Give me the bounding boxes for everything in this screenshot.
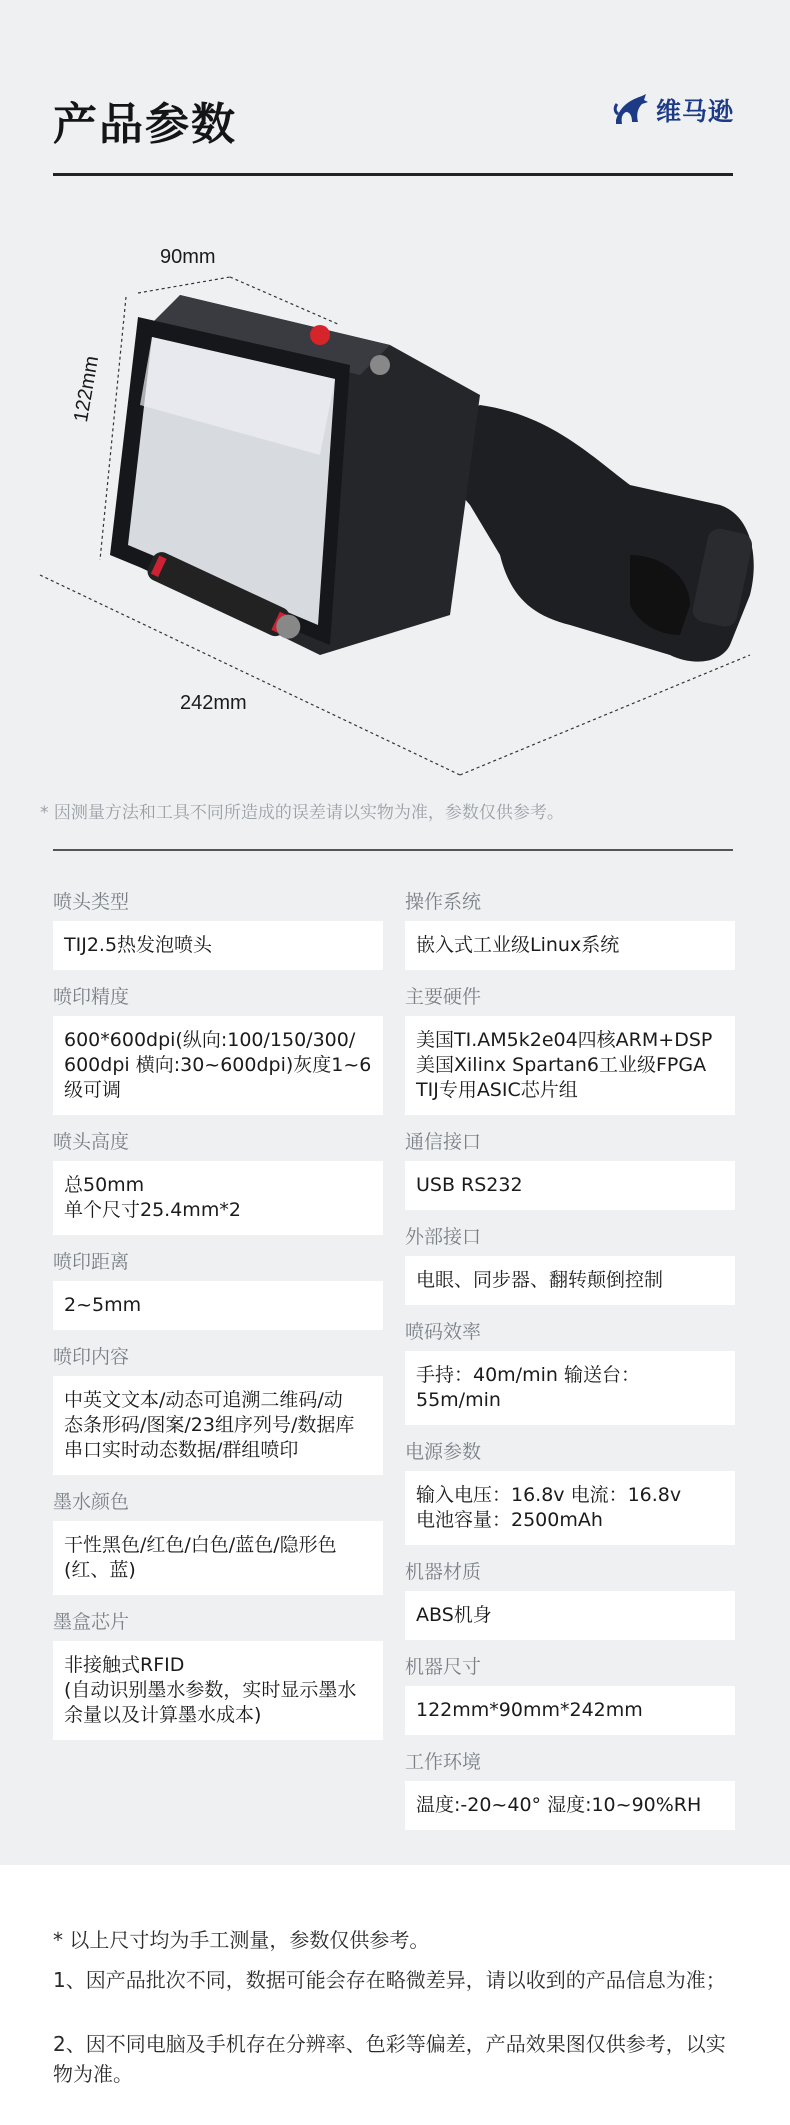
spec-item: [53, 978, 383, 1115]
spec-label: 喷印距离: [53, 1251, 130, 1273]
spec-item: [53, 1338, 383, 1475]
spec-column-right: [405, 883, 735, 1838]
spec-item: [405, 1648, 735, 1735]
spec-label: 墨盒芯片: [53, 1611, 130, 1633]
spec-column-left: [53, 883, 383, 1748]
spec-value: 美国TI.AM5k2e04四核ARM+DSP 美国Xilinx Spartan6工业级FPGA TIJ专用ASIC芯片组: [405, 1016, 735, 1115]
spec-value: TIJ2.5热发泡喷头: [53, 921, 383, 970]
spec-value: 总50mm 单个尺寸25.4mm*2: [53, 1161, 383, 1235]
spec-item: [53, 1483, 383, 1595]
measurement-note: * 因测量方法和工具不同所造成的误差请以实物为准，参数仅供参考。: [40, 803, 564, 823]
spec-item: [405, 1433, 735, 1545]
spec-item: [405, 1313, 735, 1425]
spec-label: 通信接口: [405, 1131, 482, 1153]
spec-item: [405, 883, 735, 970]
footer-note: 2、因不同电脑及手机存在分辨率、色彩等偏差，产品效果图仅供参考，以实物为准。: [53, 2032, 726, 2086]
spec-item: [405, 978, 735, 1115]
dimension-length: 242mm: [180, 692, 247, 714]
spec-item: [405, 1743, 735, 1830]
spec-label: 喷印精度: [53, 986, 130, 1008]
spec-label: 喷印内容: [53, 1346, 130, 1368]
spec-label: 喷头高度: [53, 1131, 130, 1153]
spec-label: 主要硬件: [405, 986, 482, 1008]
spec-value: ABS机身: [405, 1591, 735, 1640]
spec-label: 电源参数: [405, 1441, 482, 1463]
spec-value: 600*600dpi(纵向:100/150/300/ 600dpi 横向:30~600dpi)灰度1~6 级可调: [53, 1016, 383, 1115]
spec-value: 2~5mm: [53, 1281, 383, 1330]
spec-label: 工作环境: [405, 1751, 482, 1773]
spec-item: [405, 1218, 735, 1305]
spec-item: [405, 1553, 735, 1640]
page-title: 产品参数: [53, 99, 237, 150]
spec-label: 喷头类型: [53, 891, 130, 913]
spec-label: 操作系统: [405, 891, 482, 913]
spec-item: [53, 1603, 383, 1740]
spec-value: 中英文文本/动态可追溯二维码/动 态条形码/图案/23组序列号/数据库 串口实时动态数据/群组喷印: [53, 1376, 383, 1475]
footer-disclaimer: [0, 1865, 790, 2125]
dimension-height: 122mm: [70, 354, 104, 424]
spec-value: 干性黑色/红色/白色/蓝色/隐形色 (红、蓝): [53, 1521, 383, 1595]
spec-value: 温度:-20~40° 湿度:10~90%RH: [405, 1781, 735, 1830]
title-divider: [53, 173, 733, 176]
brand-name: 维马逊: [655, 97, 734, 126]
spec-item: [53, 883, 383, 970]
footer-note: * 以上尺寸均为手工测量，参数仅供参考。: [53, 1928, 430, 1952]
spec-label: 喷码效率: [405, 1321, 482, 1343]
horse-logo-icon: [612, 92, 650, 128]
dimension-width: 90mm: [160, 246, 216, 268]
spec-label: 机器材质: [405, 1561, 482, 1583]
spec-value: USB RS232: [405, 1161, 735, 1210]
spec-item: [53, 1243, 383, 1330]
spec-value: 122mm*90mm*242mm: [405, 1686, 735, 1735]
brand-logo: [612, 92, 734, 128]
spec-value: 输入电压：16.8v 电流：16.8v 电池容量：2500mAh: [405, 1471, 735, 1545]
spec-label: 外部接口: [405, 1226, 482, 1248]
spec-label: 机器尺寸: [405, 1656, 482, 1678]
section-divider: [53, 849, 733, 851]
spec-value: 电眼、同步器、翻转颠倒控制: [405, 1256, 735, 1305]
spec-item: [405, 1123, 735, 1210]
spec-label: 墨水颜色: [53, 1491, 130, 1513]
spec-value: 手持：40m/min 输送台：55m/min: [405, 1351, 735, 1425]
printer-device-illustration: [30, 255, 760, 785]
spec-value: 嵌入式工业级Linux系统: [405, 921, 735, 970]
spec-item: [53, 1123, 383, 1235]
footer-note: 1、因产品批次不同，数据可能会存在略微差异，请以收到的产品信息为准；: [53, 1968, 726, 1992]
spec-value: 非接触式RFID (自动识别墨水参数，实时显示墨水 余量以及计算墨水成本): [53, 1641, 383, 1740]
